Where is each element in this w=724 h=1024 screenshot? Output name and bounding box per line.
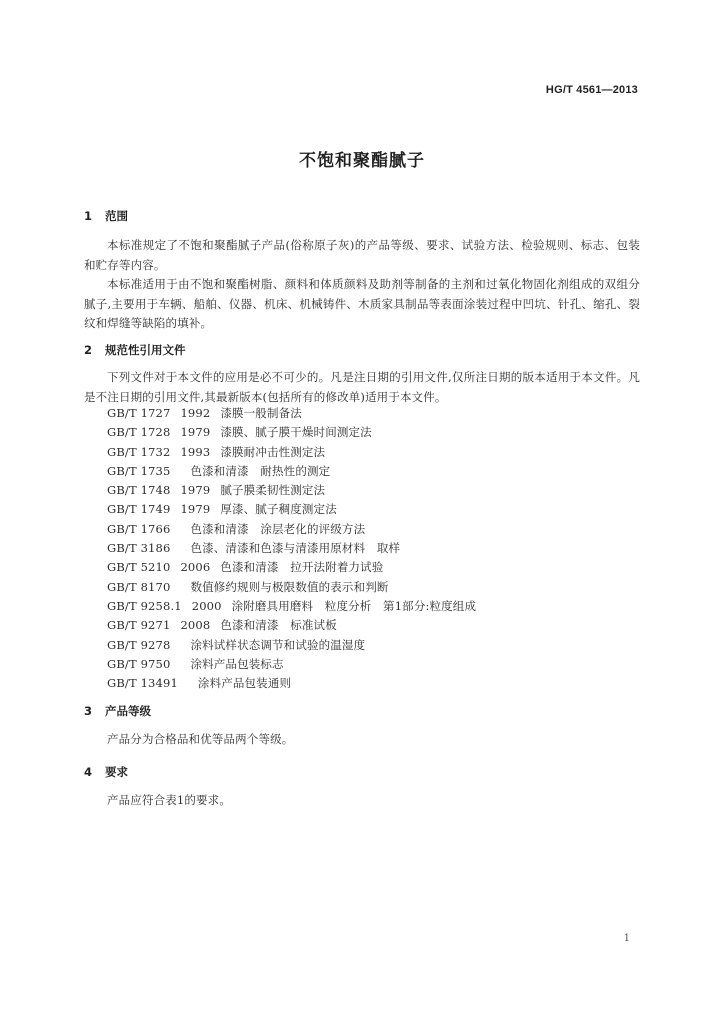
- reference-title: 漆膜、腻子膜干燥时间测定法: [220, 425, 372, 440]
- reference-code: GB/T 5210: [107, 560, 171, 575]
- section-1-paragraph-1: 本标准规定了不饱和聚酯腻子产品(俗称原子灰)的产品等级、要求、试验方法、检验规则、标志、包装和贮存等内容。: [84, 238, 640, 272]
- reference-code: GB/T 1735: [107, 463, 171, 478]
- reference-title: 数值修约规则与极限数值的表示和判断: [190, 579, 389, 594]
- reference-title: 漆膜一般制备法: [220, 406, 302, 420]
- section-number: 3: [84, 704, 93, 718]
- reference-item: [107, 423, 476, 442]
- page-number: 1: [623, 933, 630, 944]
- reference-year: 1979: [180, 425, 211, 440]
- reference-title: 涂料试样状态调节和试验的温湿度: [190, 637, 366, 652]
- reference-code: GB/T 13491: [107, 676, 178, 691]
- section-4-text: 产品应符合表1的要求。: [107, 793, 231, 807]
- reference-list: [107, 404, 476, 693]
- reference-code: GB/T 9750: [107, 656, 171, 671]
- reference-code: GB/T 9278: [107, 637, 171, 652]
- section-title: 产品等级: [105, 704, 151, 718]
- reference-code: GB/T 9271: [107, 618, 171, 633]
- reference-year: 1979: [180, 483, 211, 498]
- reference-item: [107, 674, 476, 693]
- reference-year: 2006: [180, 560, 211, 575]
- section-number: 2: [84, 343, 93, 357]
- section-title: 要求: [105, 765, 128, 779]
- reference-item: [107, 539, 476, 558]
- reference-code: GB/T 1727: [107, 406, 171, 420]
- reference-item: [107, 636, 476, 655]
- section-4-heading: [84, 764, 128, 780]
- document-title: 不饱和聚酯腻子: [299, 151, 425, 171]
- reference-code: GB/T 1748: [107, 483, 171, 498]
- reference-title: 腻子膜柔韧性测定法: [220, 483, 326, 498]
- reference-item: [107, 616, 476, 635]
- reference-code: GB/T 9258.1: [107, 598, 182, 613]
- section-2-heading: [84, 342, 186, 358]
- reference-code: GB/T 3186: [107, 541, 171, 556]
- reference-year: 2000: [191, 598, 222, 613]
- reference-item: [107, 597, 476, 616]
- reference-title: 色漆和清漆 拉开法附着力试验: [220, 560, 384, 575]
- reference-code: GB/T 1732: [107, 444, 171, 459]
- section-3-text: 产品分为合格品和优等品两个等级。: [107, 732, 294, 746]
- doc-code: HG/T 4561—2013: [545, 84, 638, 96]
- section-title: 范围: [105, 209, 128, 223]
- section-1-heading: [84, 208, 128, 224]
- reference-title: 涂料产品包装标志: [190, 656, 284, 671]
- reference-title: 漆膜耐冲击性测定法: [220, 444, 326, 459]
- reference-code: GB/T 1766: [107, 521, 171, 536]
- reference-item: [107, 443, 476, 462]
- reference-item: [107, 578, 476, 597]
- reference-year: 1993: [180, 444, 211, 459]
- section-number: 4: [84, 765, 93, 779]
- section-3-heading: [84, 703, 151, 719]
- reference-title: 色漆和清漆 标准试板: [220, 618, 337, 633]
- reference-title: 色漆和清漆 涂层老化的评级方法: [190, 521, 366, 536]
- reference-title: 厚漆、腻子稠度测定法: [220, 502, 337, 517]
- reference-code: GB/T 1749: [107, 502, 171, 517]
- reference-code: GB/T 1728: [107, 425, 171, 440]
- reference-title: 色漆和清漆 耐热性的测定: [190, 463, 331, 478]
- reference-year: 1992: [180, 406, 211, 420]
- section-2-intro: 下列文件对于本文件的应用是必不可少的。凡是注日期的引用文件,仅所注日期的版本适用于本文件。凡是不注日期的引用文件,其最新版本(包括所有的修改单)适用于本文件。: [84, 370, 640, 404]
- reference-item: [107, 655, 476, 674]
- reference-item: [107, 462, 476, 481]
- reference-item: [107, 520, 476, 539]
- reference-item: [107, 404, 476, 423]
- reference-year: 1979: [180, 502, 211, 517]
- section-title: 规范性引用文件: [105, 343, 186, 357]
- reference-code: GB/T 8170: [107, 579, 171, 594]
- reference-item: [107, 481, 476, 500]
- reference-year: 2008: [180, 618, 211, 633]
- reference-title: 涂附磨具用磨料 粒度分析 第1部分:粒度组成: [231, 598, 477, 613]
- section-1-paragraph-2: 本标准适用于由不饱和聚酯树脂、颜料和体质颜料及助剂等制备的主剂和过氧化物固化剂组成的双组分腻子,主要用于车辆、船舶、仪器、机床、机械铸件、木质家具制品等表面涂装过程中凹坑、针孔、缩孔、裂纹和焊缝等缺陷的填补。: [84, 277, 640, 330]
- section-number: 1: [84, 209, 93, 223]
- reference-title: 涂料产品包装通则: [197, 676, 292, 691]
- reference-title: 色漆、清漆和色漆与清漆用原材料 取样: [190, 541, 401, 556]
- reference-item: [107, 558, 476, 577]
- reference-item: [107, 500, 476, 519]
